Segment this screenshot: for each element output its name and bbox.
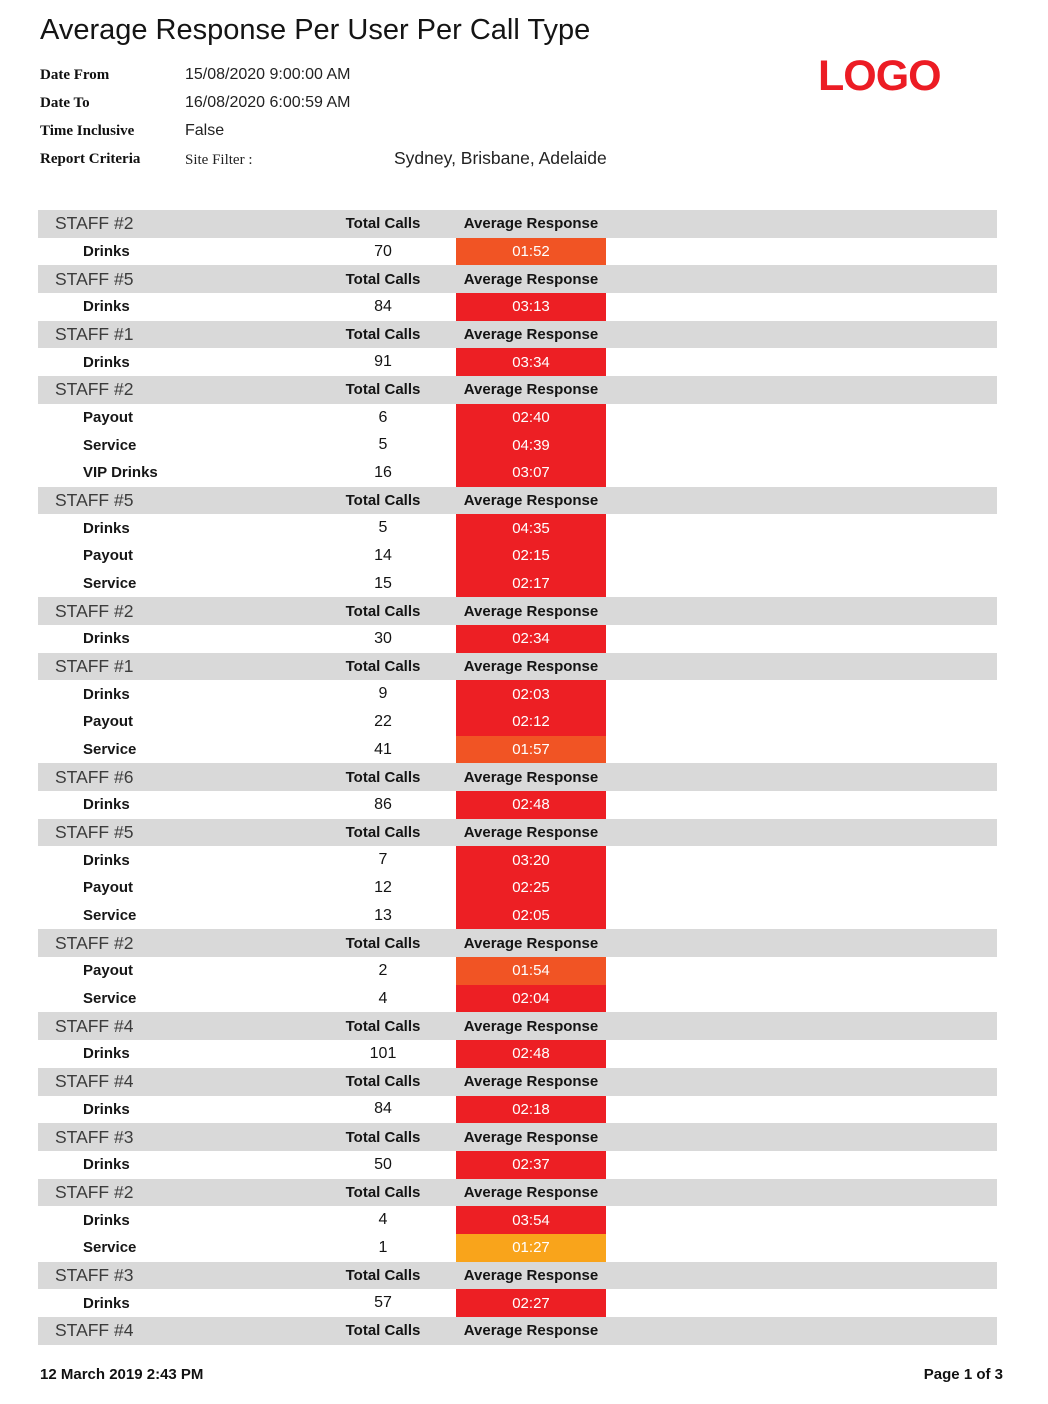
average-response-column-header: Average Response [463,658,599,676]
average-response-column-header: Average Response [463,1017,599,1035]
staff-header-row [38,653,997,681]
staff-header-row [38,1262,997,1290]
call-type-label: Payout [83,547,134,565]
call-type-label: VIP Drinks [83,464,158,482]
call-type-row [38,874,997,902]
average-response-badge: 02:40 [456,404,606,432]
average-response-badge: 01:27 [456,1234,606,1262]
staff-name: STAFF #4 [55,1015,134,1036]
call-type-row [38,736,997,764]
total-calls-value: 1 [378,1238,388,1256]
total-calls-value: 9 [378,685,388,703]
footer-page-number: Page 1 of 3 [923,1366,1003,1383]
call-type-row [38,570,997,598]
site-filter-value: Sydney, Brisbane, Adelaide [394,148,607,168]
call-type-row [38,542,997,570]
total-calls-column-header: Total Calls [345,326,421,344]
total-calls-value: 86 [374,795,392,813]
call-type-row [38,957,997,985]
total-calls-value: 101 [369,1044,397,1062]
total-calls-value: 14 [374,546,392,564]
company-logo: LOGO [818,52,941,100]
staff-name: STAFF #3 [55,1126,134,1147]
average-response-column-header: Average Response [463,492,599,510]
staff-header-row [38,1068,997,1096]
call-type-label: Payout [83,879,134,897]
call-type-label: Drinks [83,353,130,371]
average-response-badge: 03:13 [456,293,606,321]
staff-name: STAFF #6 [55,766,134,787]
total-calls-column-header: Total Calls [345,824,421,842]
staff-name: STAFF #2 [55,379,134,400]
footer-generated-timestamp: 12 March 2019 2:43 PM [40,1366,204,1383]
average-response-column-header: Average Response [463,768,599,786]
total-calls-value: 4 [378,989,388,1007]
average-response-badge: 03:20 [456,846,606,874]
average-response-badge: 02:17 [456,570,606,598]
total-calls-value: 30 [374,629,392,647]
call-type-label: Drinks [83,519,130,537]
total-calls-value: 6 [378,408,388,426]
staff-name: STAFF #2 [55,600,134,621]
total-calls-value: 22 [374,712,392,730]
call-type-label: Drinks [83,685,130,703]
staff-header-row [38,210,997,238]
total-calls-column-header: Total Calls [345,602,421,620]
total-calls-column-header: Total Calls [345,381,421,399]
meta-row-time-inclusive [40,119,800,147]
average-response-badge: 02:15 [456,542,606,570]
meta-row-date-from [40,63,800,91]
average-response-badge: 02:18 [456,1096,606,1124]
call-type-label: Payout [83,409,134,427]
total-calls-column-header: Total Calls [345,1128,421,1146]
total-calls-value: 70 [374,242,392,260]
total-calls-column-header: Total Calls [345,1017,421,1035]
average-response-badge: 02:48 [456,791,606,819]
total-calls-value: 84 [374,297,392,315]
total-calls-value: 13 [374,906,392,924]
call-type-row [38,1096,997,1124]
call-type-label: Drinks [83,298,130,316]
staff-name: STAFF #4 [55,1071,134,1092]
call-type-label: Service [83,1239,137,1257]
staff-name: STAFF #1 [55,324,134,345]
staff-name: STAFF #1 [55,656,134,677]
date-to-value: 16/08/2020 6:00:59 AM [185,94,351,111]
average-response-column-header: Average Response [463,326,599,344]
call-type-label: Service [83,575,137,593]
total-calls-value: 16 [374,463,392,481]
average-response-column-header: Average Response [463,270,599,288]
total-calls-column-header: Total Calls [345,658,421,676]
average-response-badge: 02:12 [456,708,606,736]
call-type-row [38,985,997,1013]
total-calls-value: 50 [374,1155,392,1173]
total-calls-column-header: Total Calls [345,1322,421,1340]
date-to-label: Date To [40,95,90,111]
call-type-row [38,625,997,653]
page-title: Average Response Per User Per Call Type [40,14,591,46]
average-response-badge: 03:07 [456,459,606,487]
staff-name: STAFF #2 [55,213,134,234]
staff-name: STAFF #5 [55,822,134,843]
report-meta [40,63,800,175]
total-calls-value: 41 [374,740,392,758]
average-response-badge: 04:35 [456,514,606,542]
call-type-row [38,791,997,819]
call-type-row [38,708,997,736]
meta-row-report-criteria [40,147,800,175]
average-response-column-header: Average Response [463,1183,599,1201]
average-response-badge: 02:25 [456,874,606,902]
date-from-label: Date From [40,67,110,83]
call-type-label: Payout [83,713,134,731]
call-type-label: Service [83,741,137,759]
site-filter-label: Site Filter : [185,152,253,168]
average-response-badge: 01:52 [456,238,606,266]
staff-header-row [38,321,997,349]
report-table [38,210,997,1345]
call-type-row [38,1206,997,1234]
call-type-row [38,1040,997,1068]
average-response-badge: 02:48 [456,1040,606,1068]
average-response-badge: 03:54 [456,1206,606,1234]
average-response-badge: 02:37 [456,1151,606,1179]
staff-name: STAFF #5 [55,490,134,511]
average-response-badge: 02:03 [456,680,606,708]
meta-row-date-to [40,91,800,119]
staff-header-row [38,763,997,791]
call-type-row [38,1151,997,1179]
call-type-label: Drinks [83,796,130,814]
staff-header-row [38,1012,997,1040]
staff-header-row [38,597,997,625]
call-type-row [38,431,997,459]
staff-name: STAFF #2 [55,1181,134,1202]
average-response-column-header: Average Response [463,602,599,620]
call-type-label: Service [83,907,137,925]
staff-header-row [38,1179,997,1207]
call-type-row [38,293,997,321]
total-calls-column-header: Total Calls [345,270,421,288]
total-calls-value: 5 [378,436,388,454]
total-calls-column-header: Total Calls [345,1073,421,1091]
staff-header-row [38,929,997,957]
average-response-column-header: Average Response [463,215,599,233]
time-inclusive-value: False [185,122,225,139]
call-type-row [38,680,997,708]
total-calls-column-header: Total Calls [345,215,421,233]
total-calls-column-header: Total Calls [345,768,421,786]
staff-header-row [38,487,997,515]
call-type-row [38,1234,997,1262]
call-type-row [38,348,997,376]
total-calls-column-header: Total Calls [345,1266,421,1284]
total-calls-value: 15 [374,574,392,592]
total-calls-value: 91 [374,353,392,371]
average-response-column-header: Average Response [463,381,599,399]
call-type-label: Drinks [83,851,130,869]
total-calls-column-header: Total Calls [345,492,421,510]
staff-header-row [38,376,997,404]
call-type-label: Drinks [83,1100,130,1118]
average-response-badge: 02:05 [456,902,606,930]
call-type-label: Service [83,436,137,454]
total-calls-column-header: Total Calls [345,934,421,952]
call-type-row [38,404,997,432]
average-response-badge: 02:04 [456,985,606,1013]
call-type-label: Drinks [83,630,130,648]
average-response-badge: 01:57 [456,736,606,764]
date-from-value: 15/08/2020 9:00:00 AM [185,66,351,83]
call-type-label: Service [83,990,137,1008]
call-type-row [38,459,997,487]
staff-header-row [38,265,997,293]
staff-header-row [38,819,997,847]
total-calls-column-header: Total Calls [345,1183,421,1201]
call-type-label: Drinks [83,1211,130,1229]
staff-name: STAFF #2 [55,932,134,953]
call-type-label: Drinks [83,243,130,260]
average-response-column-header: Average Response [463,934,599,952]
average-response-column-header: Average Response [463,1073,599,1091]
staff-name: STAFF #5 [55,268,134,289]
staff-header-row [38,1123,997,1151]
call-type-label: Drinks [83,1156,130,1174]
staff-name: STAFF #4 [55,1320,134,1341]
call-type-row [38,846,997,874]
call-type-label: Payout [83,962,134,980]
report-criteria-label: Report Criteria [40,151,141,167]
total-calls-value: 57 [374,1294,392,1312]
average-response-column-header: Average Response [463,824,599,842]
average-response-badge: 02:34 [456,625,606,653]
average-response-column-header: Average Response [463,1128,599,1146]
total-calls-value: 2 [378,961,388,979]
total-calls-value: 4 [378,1211,388,1229]
staff-name: STAFF #3 [55,1264,134,1285]
average-response-badge: 03:34 [456,348,606,376]
call-type-label: Drinks [83,1294,130,1312]
call-type-row [38,238,997,266]
total-calls-value: 7 [378,851,388,869]
average-response-badge: 02:27 [456,1289,606,1317]
average-response-badge: 04:39 [456,431,606,459]
call-type-row [38,514,997,542]
time-inclusive-label: Time Inclusive [40,123,135,139]
staff-header-row [38,1317,997,1345]
average-response-column-header: Average Response [463,1266,599,1284]
total-calls-value: 12 [374,878,392,896]
average-response-column-header: Average Response [463,1322,599,1340]
average-response-badge: 01:54 [456,957,606,985]
call-type-label: Drinks [83,1045,130,1063]
total-calls-value: 5 [378,519,388,537]
call-type-row [38,1289,997,1317]
total-calls-value: 84 [374,1100,392,1118]
call-type-row [38,902,997,930]
